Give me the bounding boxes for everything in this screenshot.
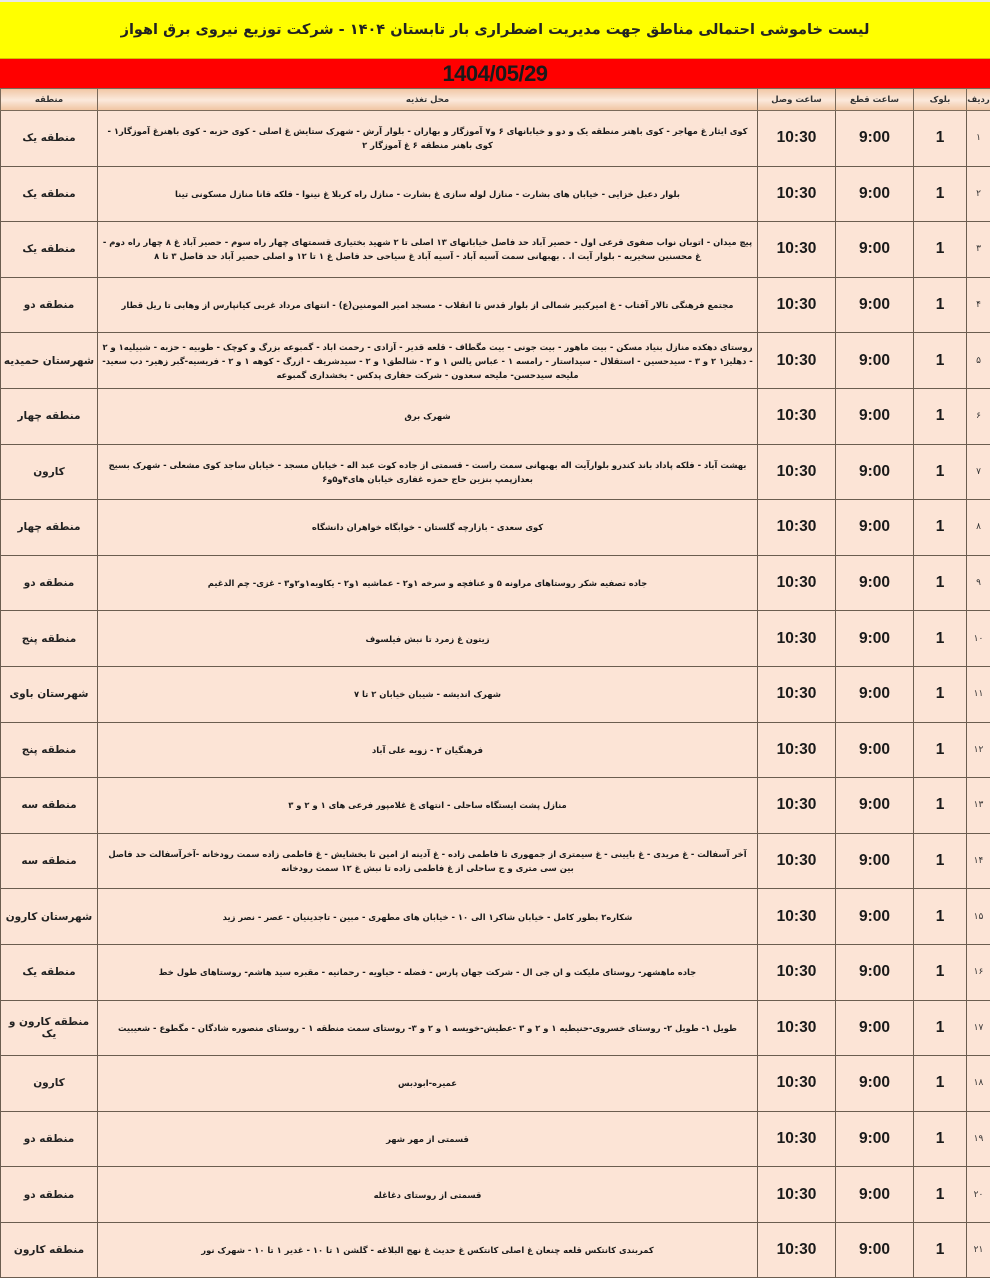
location-cell: جاده ماهشهر- روستای ملیکت و ان جی ال - شرکت جهان پارس - فضله - حیاویه - رحمانیه - مقبره سید هاشم- روستاهای طول خط	[98, 944, 758, 1000]
region-cell: منطقه یک	[1, 166, 98, 222]
region-cell: منطقه سه	[1, 778, 98, 834]
block-cell: 1	[914, 333, 967, 389]
connect-time-cell: 10:30	[758, 333, 836, 389]
table-row	[1, 778, 990, 834]
outage-schedule-table	[0, 88, 990, 1278]
connect-time-cell: 10:30	[758, 222, 836, 278]
block-cell: 1	[914, 1056, 967, 1112]
location-cell: زیتون غ زمرد تا نبش فیلسوف	[98, 611, 758, 667]
location-cell: کوی ایثار غ مهاجر - کوی باهنر منطقه یک و دو و خیابانهای ۶ و۷ آموزگار و بهاران - بلوار آرش - شهرک ستایش غ اصلی - کوی حزبه - کوی باهنرغ آموزگار۱ - کوی باهنر منطقه ۶ غ آموزگار ۲	[98, 111, 758, 167]
table-row	[1, 833, 990, 889]
location-cell: طویل ۱- طویل ۲- روستای خسروی-حنیطیه ۱ و ۲ و ۳ -عطیش-خویسه ۱ و ۲ و ۳- روستای سمت منطقه ۱ - روستای منصوره شادگان - مگطوع - شعیبیت	[98, 1000, 758, 1056]
row-number-cell: ۶	[967, 388, 990, 444]
region-cell: منطقه کارون	[1, 1222, 98, 1278]
table-row	[1, 444, 990, 500]
cut-time-cell: 9:00	[836, 722, 914, 778]
location-cell: شکاره۲ بطور کامل - خیابان شاکر۱ الی ۱۰ - خیابان های مطهری - مبین - تاجدینیان - عصر - نصر زید	[98, 889, 758, 945]
cut-time-cell: 9:00	[836, 333, 914, 389]
table-row	[1, 1111, 990, 1167]
row-number-cell: ۷	[967, 444, 990, 500]
table-row	[1, 555, 990, 611]
connect-time-cell: 10:30	[758, 833, 836, 889]
region-cell: منطقه کارون و یک	[1, 1000, 98, 1056]
block-cell: 1	[914, 611, 967, 667]
region-cell: منطقه یک	[1, 944, 98, 1000]
row-number-cell: ۱۹	[967, 1111, 990, 1167]
connect-time-cell: 10:30	[758, 500, 836, 556]
cut-time-cell: 9:00	[836, 944, 914, 1000]
cut-time-cell: 9:00	[836, 277, 914, 333]
connect-time-cell: 10:30	[758, 166, 836, 222]
row-number-cell: ۱۲	[967, 722, 990, 778]
header-region: منطقه	[1, 89, 98, 111]
table-row	[1, 111, 990, 167]
row-number-cell: ۱۳	[967, 778, 990, 834]
block-cell: 1	[914, 722, 967, 778]
connect-time-cell: 10:30	[758, 1111, 836, 1167]
block-cell: 1	[914, 444, 967, 500]
table-row	[1, 166, 990, 222]
region-cell: منطقه دو	[1, 1167, 98, 1223]
block-cell: 1	[914, 833, 967, 889]
table-row	[1, 1222, 990, 1278]
header-cut-time: ساعت قطع	[836, 89, 914, 111]
connect-time-cell: 10:30	[758, 889, 836, 945]
cut-time-cell: 9:00	[836, 611, 914, 667]
region-cell: منطقه دو	[1, 555, 98, 611]
table-row	[1, 500, 990, 556]
location-cell: قسمتی از روستای دغاغله	[98, 1167, 758, 1223]
location-cell: آخر آسفالت - غ مریدی - غ بایینی - غ سیمتری از جمهوری تا فاطمی زاده - غ آدینه از امین تا بخشایش - غ فاطمی زاده سمت رودخانه -آخرآسفالت حد فاصل بین سی متری و ج ساحلی از غ فاطمی زاده تا نبش غ ۱۲ سمت رودخانه	[98, 833, 758, 889]
region-cell: منطقه دو	[1, 1111, 98, 1167]
table-row	[1, 666, 990, 722]
cut-time-cell: 9:00	[836, 889, 914, 945]
connect-time-cell: 10:30	[758, 722, 836, 778]
region-cell: شهرستان باوی	[1, 666, 98, 722]
block-cell: 1	[914, 944, 967, 1000]
table-row	[1, 611, 990, 667]
table-row	[1, 1000, 990, 1056]
document-title: لیست خاموشی احتمالی مناطق جهت مدیریت اضطراری بار تابستان ۱۴۰۴ - شرکت توزیع نیروی برق اهواز	[120, 22, 870, 38]
region-cell: منطقه چهار	[1, 500, 98, 556]
connect-time-cell: 10:30	[758, 444, 836, 500]
connect-time-cell: 10:30	[758, 611, 836, 667]
location-cell: فرهنگیان ۲ - زویه علی آباد	[98, 722, 758, 778]
row-number-cell: ۱	[967, 111, 990, 167]
table-row	[1, 277, 990, 333]
location-cell: پیچ میدان - اتوبان نواب صفوی فرعی اول - حصیر آباد حد فاصل خیابانهای ۱۳ اصلی تا ۲ شهید بختیاری قسمتهای چهار راه سوم - حصیر آباد غ ۸ چهار راه دوم - غ محسنین سخیریه - بلوار آیت ا. . بهبهانی سمت آسیه آباد - آسیه آباد غ سیاحی حد فاصل غ ۱ تا ۱۲ و اصلی حصیر آباد حد فاصل ۳ تا ۸	[98, 222, 758, 278]
table-row	[1, 1056, 990, 1112]
cut-time-cell: 9:00	[836, 1222, 914, 1278]
block-cell: 1	[914, 1000, 967, 1056]
block-cell: 1	[914, 166, 967, 222]
connect-time-cell: 10:30	[758, 1056, 836, 1112]
row-number-cell: ۲۱	[967, 1222, 990, 1278]
block-cell: 1	[914, 111, 967, 167]
block-cell: 1	[914, 222, 967, 278]
region-cell: شهرستان حمیدیه	[1, 333, 98, 389]
location-cell: شهرک برق	[98, 388, 758, 444]
cut-time-cell: 9:00	[836, 222, 914, 278]
region-cell: کارون	[1, 1056, 98, 1112]
block-cell: 1	[914, 889, 967, 945]
header-location: محل تغذیه	[98, 89, 758, 111]
location-cell: روستای دهکده منازل بنیاد مسکن - بیت ماهور - بیت جونی - بیت مگطاف - قلعه قدیر - آزادی - رحمت اباد - گمبوعه بزرگ و کوچک - طوبیه - حزبه - شبیلیه۱ و ۲ - دهلیز۱ ۲ و ۳ - سیدحسین - استقلال - سیداستار - رامسه ۱ - عباس یالس ۱ و ۲ - شالطق۱ و ۲ - سیدشریف - ازرگ - کوهه ۱ و ۲ - فریسیه-گبر زهیر- دب سعید- ملیحه سیدحسن- ملیحه سعدون - شرکت حفاری پدکس - بخشداری گمبوعه	[98, 333, 758, 389]
block-cell: 1	[914, 388, 967, 444]
connect-time-cell: 10:30	[758, 277, 836, 333]
cut-time-cell: 9:00	[836, 166, 914, 222]
table-row	[1, 889, 990, 945]
block-cell: 1	[914, 1167, 967, 1223]
connect-time-cell: 10:30	[758, 1000, 836, 1056]
block-cell: 1	[914, 277, 967, 333]
row-number-cell: ۲۰	[967, 1167, 990, 1223]
cut-time-cell: 9:00	[836, 388, 914, 444]
region-cell: منطقه پنج	[1, 722, 98, 778]
table-row	[1, 333, 990, 389]
document-title-bar	[0, 0, 990, 58]
cut-time-cell: 9:00	[836, 500, 914, 556]
location-cell: منازل پشت ایستگاه ساحلی - انتهای غ غلامپور فرعی های ۱ و ۲ و ۳	[98, 778, 758, 834]
row-number-cell: ۱۸	[967, 1056, 990, 1112]
connect-time-cell: 10:30	[758, 778, 836, 834]
cut-time-cell: 9:00	[836, 1000, 914, 1056]
row-number-cell: ۱۷	[967, 1000, 990, 1056]
location-cell: قسمتی از مهر شهر	[98, 1111, 758, 1167]
table-row	[1, 722, 990, 778]
block-cell: 1	[914, 778, 967, 834]
row-number-cell: ۲	[967, 166, 990, 222]
header-row-number: ردیف	[967, 89, 990, 111]
header-block: بلوک	[914, 89, 967, 111]
connect-time-cell: 10:30	[758, 1222, 836, 1278]
region-cell: شهرستان کارون	[1, 889, 98, 945]
location-cell: کمربندی کانتکس قلعه چنعان غ اصلی کانتکس غ حدیث غ نهج البلاغه - گلشن ۱ تا ۱۰ - غدیر ۱ تا ۱۰ - شهرک نور	[98, 1222, 758, 1278]
row-number-cell: ۸	[967, 500, 990, 556]
cut-time-cell: 9:00	[836, 1056, 914, 1112]
cut-time-cell: 9:00	[836, 444, 914, 500]
connect-time-cell: 10:30	[758, 555, 836, 611]
region-cell: کارون	[1, 444, 98, 500]
document-date: 1404/05/29	[442, 60, 548, 86]
location-cell: عمیره-ابودبس	[98, 1056, 758, 1112]
connect-time-cell: 10:30	[758, 666, 836, 722]
region-cell: منطقه دو	[1, 277, 98, 333]
table-row	[1, 222, 990, 278]
row-number-cell: ۴	[967, 277, 990, 333]
row-number-cell: ۱۴	[967, 833, 990, 889]
block-cell: 1	[914, 1111, 967, 1167]
location-cell: مجتمع فرهنگی تالار آفتاب - غ امیرکبیر شمالی از بلوار قدس تا انقلاب - مسجد امیر المومنین(ع) - انتهای مرداد غربی کیانپارس از وهابی تا ریل قطار	[98, 277, 758, 333]
row-number-cell: ۱۰	[967, 611, 990, 667]
cut-time-cell: 9:00	[836, 778, 914, 834]
block-cell: 1	[914, 666, 967, 722]
block-cell: 1	[914, 555, 967, 611]
region-cell: منطقه چهار	[1, 388, 98, 444]
location-cell: کوی سعدی - بازارچه گلستان - خوابگاه خواهران دانشگاه	[98, 500, 758, 556]
location-cell: بهشت آباد - فلکه پاداد باند کندرو بلوارآیت اله بهبهانی سمت راست - قسمتی از جاده کوت عبد اله - خیابان مسجد - خیابان ساجد کوی مشعلی - شهرک بسیج بعدازپمپ بنزین حاج حمزه غفاری خیابان های۴و۵و۶	[98, 444, 758, 500]
connect-time-cell: 10:30	[758, 388, 836, 444]
table-row	[1, 1167, 990, 1223]
connect-time-cell: 10:30	[758, 1167, 836, 1223]
connect-time-cell: 10:30	[758, 111, 836, 167]
block-cell: 1	[914, 500, 967, 556]
row-number-cell: ۳	[967, 222, 990, 278]
cut-time-cell: 9:00	[836, 833, 914, 889]
cut-time-cell: 9:00	[836, 111, 914, 167]
table-row	[1, 944, 990, 1000]
region-cell: منطقه یک	[1, 111, 98, 167]
connect-time-cell: 10:30	[758, 944, 836, 1000]
cut-time-cell: 9:00	[836, 555, 914, 611]
cut-time-cell: 9:00	[836, 1111, 914, 1167]
cut-time-cell: 9:00	[836, 1167, 914, 1223]
location-cell: بلوار دعبل خزایی - خیابان های بشارت - منازل لوله سازی غ بشارت - منازل راه کربلا غ نینوا - فلکه قانا منازل مسکونی تینا	[98, 166, 758, 222]
location-cell: جاده تصفیه شکر روستاهای مراونه ۵ و عنافچه و سرخه ۱و۲ - عماشیه ۱و۲ - یکاویه۱و۲و۳ - غزی- چم الدغیم	[98, 555, 758, 611]
row-number-cell: ۱۶	[967, 944, 990, 1000]
row-number-cell: ۹	[967, 555, 990, 611]
table-row	[1, 388, 990, 444]
row-number-cell: ۱۵	[967, 889, 990, 945]
row-number-cell: ۱۱	[967, 666, 990, 722]
cut-time-cell: 9:00	[836, 666, 914, 722]
table-header-row	[1, 89, 990, 111]
block-cell: 1	[914, 1222, 967, 1278]
location-cell: شهرک اندیشه - شیبان خیابان ۲ تا ۷	[98, 666, 758, 722]
region-cell: منطقه سه	[1, 833, 98, 889]
date-bar	[0, 58, 990, 88]
row-number-cell: ۵	[967, 333, 990, 389]
region-cell: منطقه یک	[1, 222, 98, 278]
header-connect-time: ساعت وصل	[758, 89, 836, 111]
region-cell: منطقه پنج	[1, 611, 98, 667]
